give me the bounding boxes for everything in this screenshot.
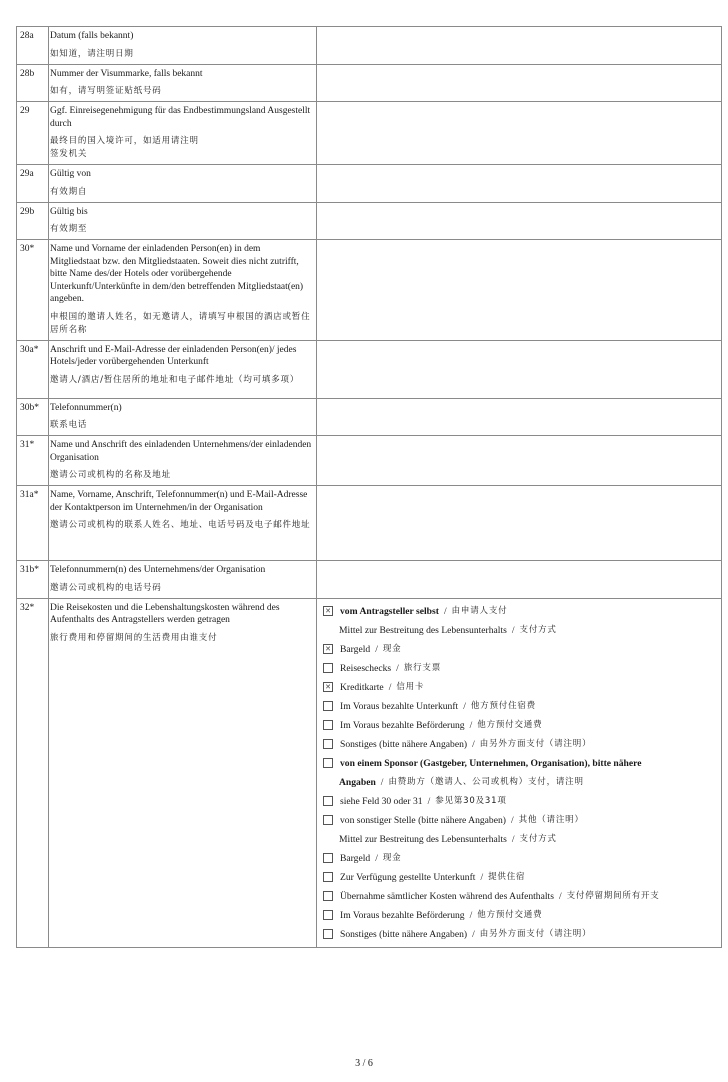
payment-options xyxy=(317,598,722,947)
checkbox[interactable] xyxy=(323,929,333,939)
payment-option xyxy=(323,754,717,773)
field-label xyxy=(49,102,317,165)
payment-option xyxy=(323,735,717,754)
field-label-german: Ggf. Einreisegenehmigung für das Endbestimmungsland Ausgestellt durch xyxy=(50,106,311,129)
field-label-chinese: 申根国的邀请人姓名，如无邀请人，请填写申根国的酒店或暂住居所名称 xyxy=(50,311,311,335)
slash-separator: / xyxy=(375,852,378,864)
field-label xyxy=(49,240,317,341)
form-row xyxy=(17,27,722,65)
payment-option xyxy=(323,849,717,868)
field-label-german: Anschrift und E-Mail-Adresse der einladenden Person(en)/ jedes Hotels/jeder vorübergehenden Unterkunft xyxy=(50,344,297,367)
field-number: 30b* xyxy=(17,398,49,436)
payment-option xyxy=(323,887,717,906)
payment-option xyxy=(323,811,717,830)
visa-form-table xyxy=(16,26,722,948)
field-number: 31b* xyxy=(17,561,49,599)
form-row xyxy=(17,64,722,102)
field-number: 29b xyxy=(17,202,49,240)
answer-field[interactable] xyxy=(317,240,722,341)
field-label xyxy=(49,27,317,65)
field-label xyxy=(49,165,317,203)
checkbox[interactable]: ✕ xyxy=(323,606,333,616)
option-label-chinese: 他方预付交通费 xyxy=(477,909,543,920)
answer-field[interactable] xyxy=(317,202,722,240)
field-number: 29 xyxy=(17,102,49,165)
option-label-german: Kreditkarte xyxy=(340,681,384,693)
field-label-german: Gültig bis xyxy=(50,206,88,217)
field-number: 32* xyxy=(17,598,49,947)
field-label xyxy=(49,340,317,398)
form-row xyxy=(17,240,722,341)
option-label-german: Im Voraus bezahlte Beförderung xyxy=(340,719,465,731)
option-label-german: Bargeld xyxy=(340,852,371,864)
option-label-chinese: 由赞助方（邀请人、公司或机构）支付，请注明 xyxy=(388,776,584,787)
field-label-chinese: 联系电话 xyxy=(50,420,88,430)
slash-separator: / xyxy=(472,928,475,940)
slash-separator: / xyxy=(469,909,473,921)
payment-option xyxy=(323,792,717,811)
answer-field[interactable] xyxy=(317,561,722,599)
option-label-german: von sonstiger Stelle (bitte nähere Angaben) xyxy=(340,814,506,826)
checkbox[interactable] xyxy=(323,891,333,901)
field-label-chinese: 邀请人/酒店/暂住居所的地址和电子邮件地址（均可填多项） xyxy=(50,374,300,385)
field-number: 28b xyxy=(17,64,49,102)
field-label-chinese: 邀请公司或机构的名称及地址 xyxy=(50,470,171,480)
checkbox[interactable] xyxy=(323,910,333,920)
option-label-chinese: 参见第30及31项 xyxy=(435,795,507,806)
option-label-german: Mittel zur Bestreitung des Lebensunterhalts xyxy=(339,624,507,636)
payment-option xyxy=(323,925,717,944)
option-label-chinese: 由另外方面支付（请注明） xyxy=(479,928,592,939)
checkbox[interactable] xyxy=(323,853,333,863)
checkbox[interactable] xyxy=(323,758,333,768)
field-number: 30a* xyxy=(17,340,49,398)
field-label-german: Die Reisekosten und die Lebenshaltungskosten während des Aufenthalts des Antragstellers werden getragen xyxy=(50,602,280,625)
form-row xyxy=(17,436,722,486)
option-label-chinese: 他方预付交通费 xyxy=(477,719,543,730)
option-label-german: siehe Feld 30 oder 31 xyxy=(340,795,423,807)
form-row xyxy=(17,486,722,561)
option-label-chinese: 由申请人支付 xyxy=(451,605,508,616)
field-label-german: Nummer der Visummarke, falls bekannt xyxy=(50,68,203,79)
payment-option xyxy=(323,640,717,659)
field-label-german: Name und Anschrift des einladenden Unternehmens/der einladenden Organisation xyxy=(50,440,312,463)
option-label-german: Reiseschecks xyxy=(340,662,392,674)
option-label-german: Zur Verfügung gestellte Unterkunft xyxy=(340,871,476,883)
field-number: 31a* xyxy=(17,486,49,561)
form-row-costs xyxy=(17,598,722,947)
slash-separator: / xyxy=(558,890,562,902)
option-label-german: Mittel zur Bestreitung des Lebensunterhalts xyxy=(339,833,507,845)
field-number: 31* xyxy=(17,436,49,486)
form-row xyxy=(17,561,722,599)
field-label-chinese: 有效期自 xyxy=(50,186,88,197)
checkbox[interactable]: ✕ xyxy=(323,682,333,692)
field-label xyxy=(49,436,317,486)
field-label xyxy=(49,486,317,561)
option-label-chinese: 现金 xyxy=(382,852,402,863)
field-label-german: Name, Vorname, Anschrift, Telefonnummer(n) und E-Mail-Adresse der Kontaktperson im Unternehmen/in der Organisation xyxy=(50,490,308,513)
option-label-german: Übernahme sämtlicher Kosten während des Aufenthalts xyxy=(340,890,554,902)
field-label-german: Name und Vorname der einladenden Person(en) in dem Mitgliedstaat bzw. den Mitgliedstaaten. Soweit dies nicht zutrifft, bitte Name des/der Hotels oder vorübergehende Unterkunft/Unterkünfte in dem/den betreffenden Mitgliedstaat(en) angeben. xyxy=(50,244,304,304)
field-label-chinese: 如知道，请注明日期 xyxy=(50,48,134,59)
slash-separator: / xyxy=(472,738,475,750)
form-row xyxy=(17,398,722,436)
answer-field[interactable] xyxy=(317,340,722,398)
payment-option xyxy=(323,830,717,849)
field-label-chinese: 有效期至 xyxy=(50,224,88,234)
checkbox[interactable] xyxy=(323,701,333,711)
field-label-chinese: 邀请公司或机构的电话号码 xyxy=(50,582,162,593)
option-label-chinese: 由另外方面支付（请注明） xyxy=(479,738,592,749)
field-label-german: Telefonnummer(n) xyxy=(50,402,122,413)
checkbox[interactable] xyxy=(323,872,333,882)
payment-option xyxy=(323,716,717,735)
slash-separator: / xyxy=(380,776,384,788)
slash-separator: / xyxy=(463,700,466,712)
checkbox[interactable] xyxy=(323,720,333,730)
answer-field[interactable] xyxy=(317,64,722,102)
slash-separator: / xyxy=(396,662,399,674)
field-label xyxy=(49,64,317,102)
field-label xyxy=(49,561,317,599)
field-number: 28a xyxy=(17,27,49,65)
field-label-chinese: 如有，请写明签证贴纸号码 xyxy=(50,86,162,96)
slash-separator: / xyxy=(480,871,484,883)
field-label-chinese: 邀请公司或机构的联系人姓名、地址、电话号码及电子邮件地址 xyxy=(50,520,311,530)
answer-field[interactable] xyxy=(317,165,722,203)
option-label-chinese: 支付停留期间所有开支 xyxy=(566,890,660,901)
field-label-german: Gültig von xyxy=(50,169,91,179)
option-label-chinese: 旅行支票 xyxy=(403,662,442,673)
option-label-german: von einem Sponsor (Gastgeber, Unternehmen, Organisation), bitte nähere xyxy=(340,757,642,769)
payment-option xyxy=(323,659,717,678)
slash-separator: / xyxy=(375,643,378,655)
form-row xyxy=(17,165,722,203)
option-label-chinese: 现金 xyxy=(382,643,402,654)
field-label xyxy=(49,202,317,240)
field-label xyxy=(49,398,317,436)
option-label-chinese: 提供住宿 xyxy=(488,871,526,882)
slash-separator: / xyxy=(388,681,392,693)
option-label-german: Im Voraus bezahlte Unterkunft xyxy=(340,700,459,712)
payment-option xyxy=(323,697,717,716)
form-rows xyxy=(17,27,722,948)
option-label-german: Sonstiges (bitte nähere Angaben) xyxy=(340,928,468,940)
checkbox[interactable] xyxy=(323,815,333,825)
checkbox[interactable] xyxy=(323,739,333,749)
checkbox[interactable] xyxy=(323,796,333,806)
option-label-german: Im Voraus bezahlte Beförderung xyxy=(340,909,465,921)
slash-separator: / xyxy=(511,833,515,845)
field-label-german: Datum (falls bekannt) xyxy=(50,31,134,41)
option-label-chinese: 支付方式 xyxy=(519,624,557,635)
field-label xyxy=(49,598,317,947)
payment-option xyxy=(323,773,717,792)
option-label-german: vom Antragsteller selbst xyxy=(340,605,439,617)
answer-field[interactable] xyxy=(317,436,722,486)
field-label-chinese: 最终目的国入境许可，如适用请注明 签发机关 xyxy=(50,136,199,159)
form-row xyxy=(17,340,722,398)
checkbox[interactable] xyxy=(323,663,333,673)
option-label-chinese: 其他（请注明） xyxy=(518,814,584,825)
field-number: 30* xyxy=(17,240,49,341)
payment-option xyxy=(323,868,717,887)
option-label-german: Bargeld xyxy=(340,643,371,655)
checkbox[interactable]: ✕ xyxy=(323,644,333,654)
form-row xyxy=(17,102,722,165)
option-label-german: Sonstiges (bitte nähere Angaben) xyxy=(340,738,468,750)
slash-separator: / xyxy=(510,814,514,826)
field-number: 29a xyxy=(17,165,49,203)
field-label-german: Telefonnummern(n) des Unternehmens/der Organisation xyxy=(50,565,266,575)
answer-field[interactable] xyxy=(317,398,722,436)
option-label-chinese: 信用卡 xyxy=(396,681,425,692)
slash-separator: / xyxy=(511,624,515,636)
field-label-chinese: 旅行费用和停留期间的生活费用由谁支付 xyxy=(50,632,218,643)
option-label-german: Angaben xyxy=(339,776,376,788)
slash-separator: / xyxy=(427,795,431,807)
answer-field[interactable] xyxy=(317,102,722,165)
answer-field[interactable] xyxy=(317,27,722,65)
payment-option xyxy=(323,678,717,697)
payment-option xyxy=(323,602,717,621)
payment-option xyxy=(323,621,717,640)
form-row xyxy=(17,202,722,240)
payment-option xyxy=(323,906,717,925)
option-label-chinese: 他方预付住宿费 xyxy=(470,700,536,711)
page-number: 3 / 6 xyxy=(355,1058,373,1069)
slash-separator: / xyxy=(469,719,473,731)
option-label-chinese: 支付方式 xyxy=(519,833,557,844)
answer-field[interactable] xyxy=(317,486,722,561)
slash-separator: / xyxy=(443,605,447,617)
